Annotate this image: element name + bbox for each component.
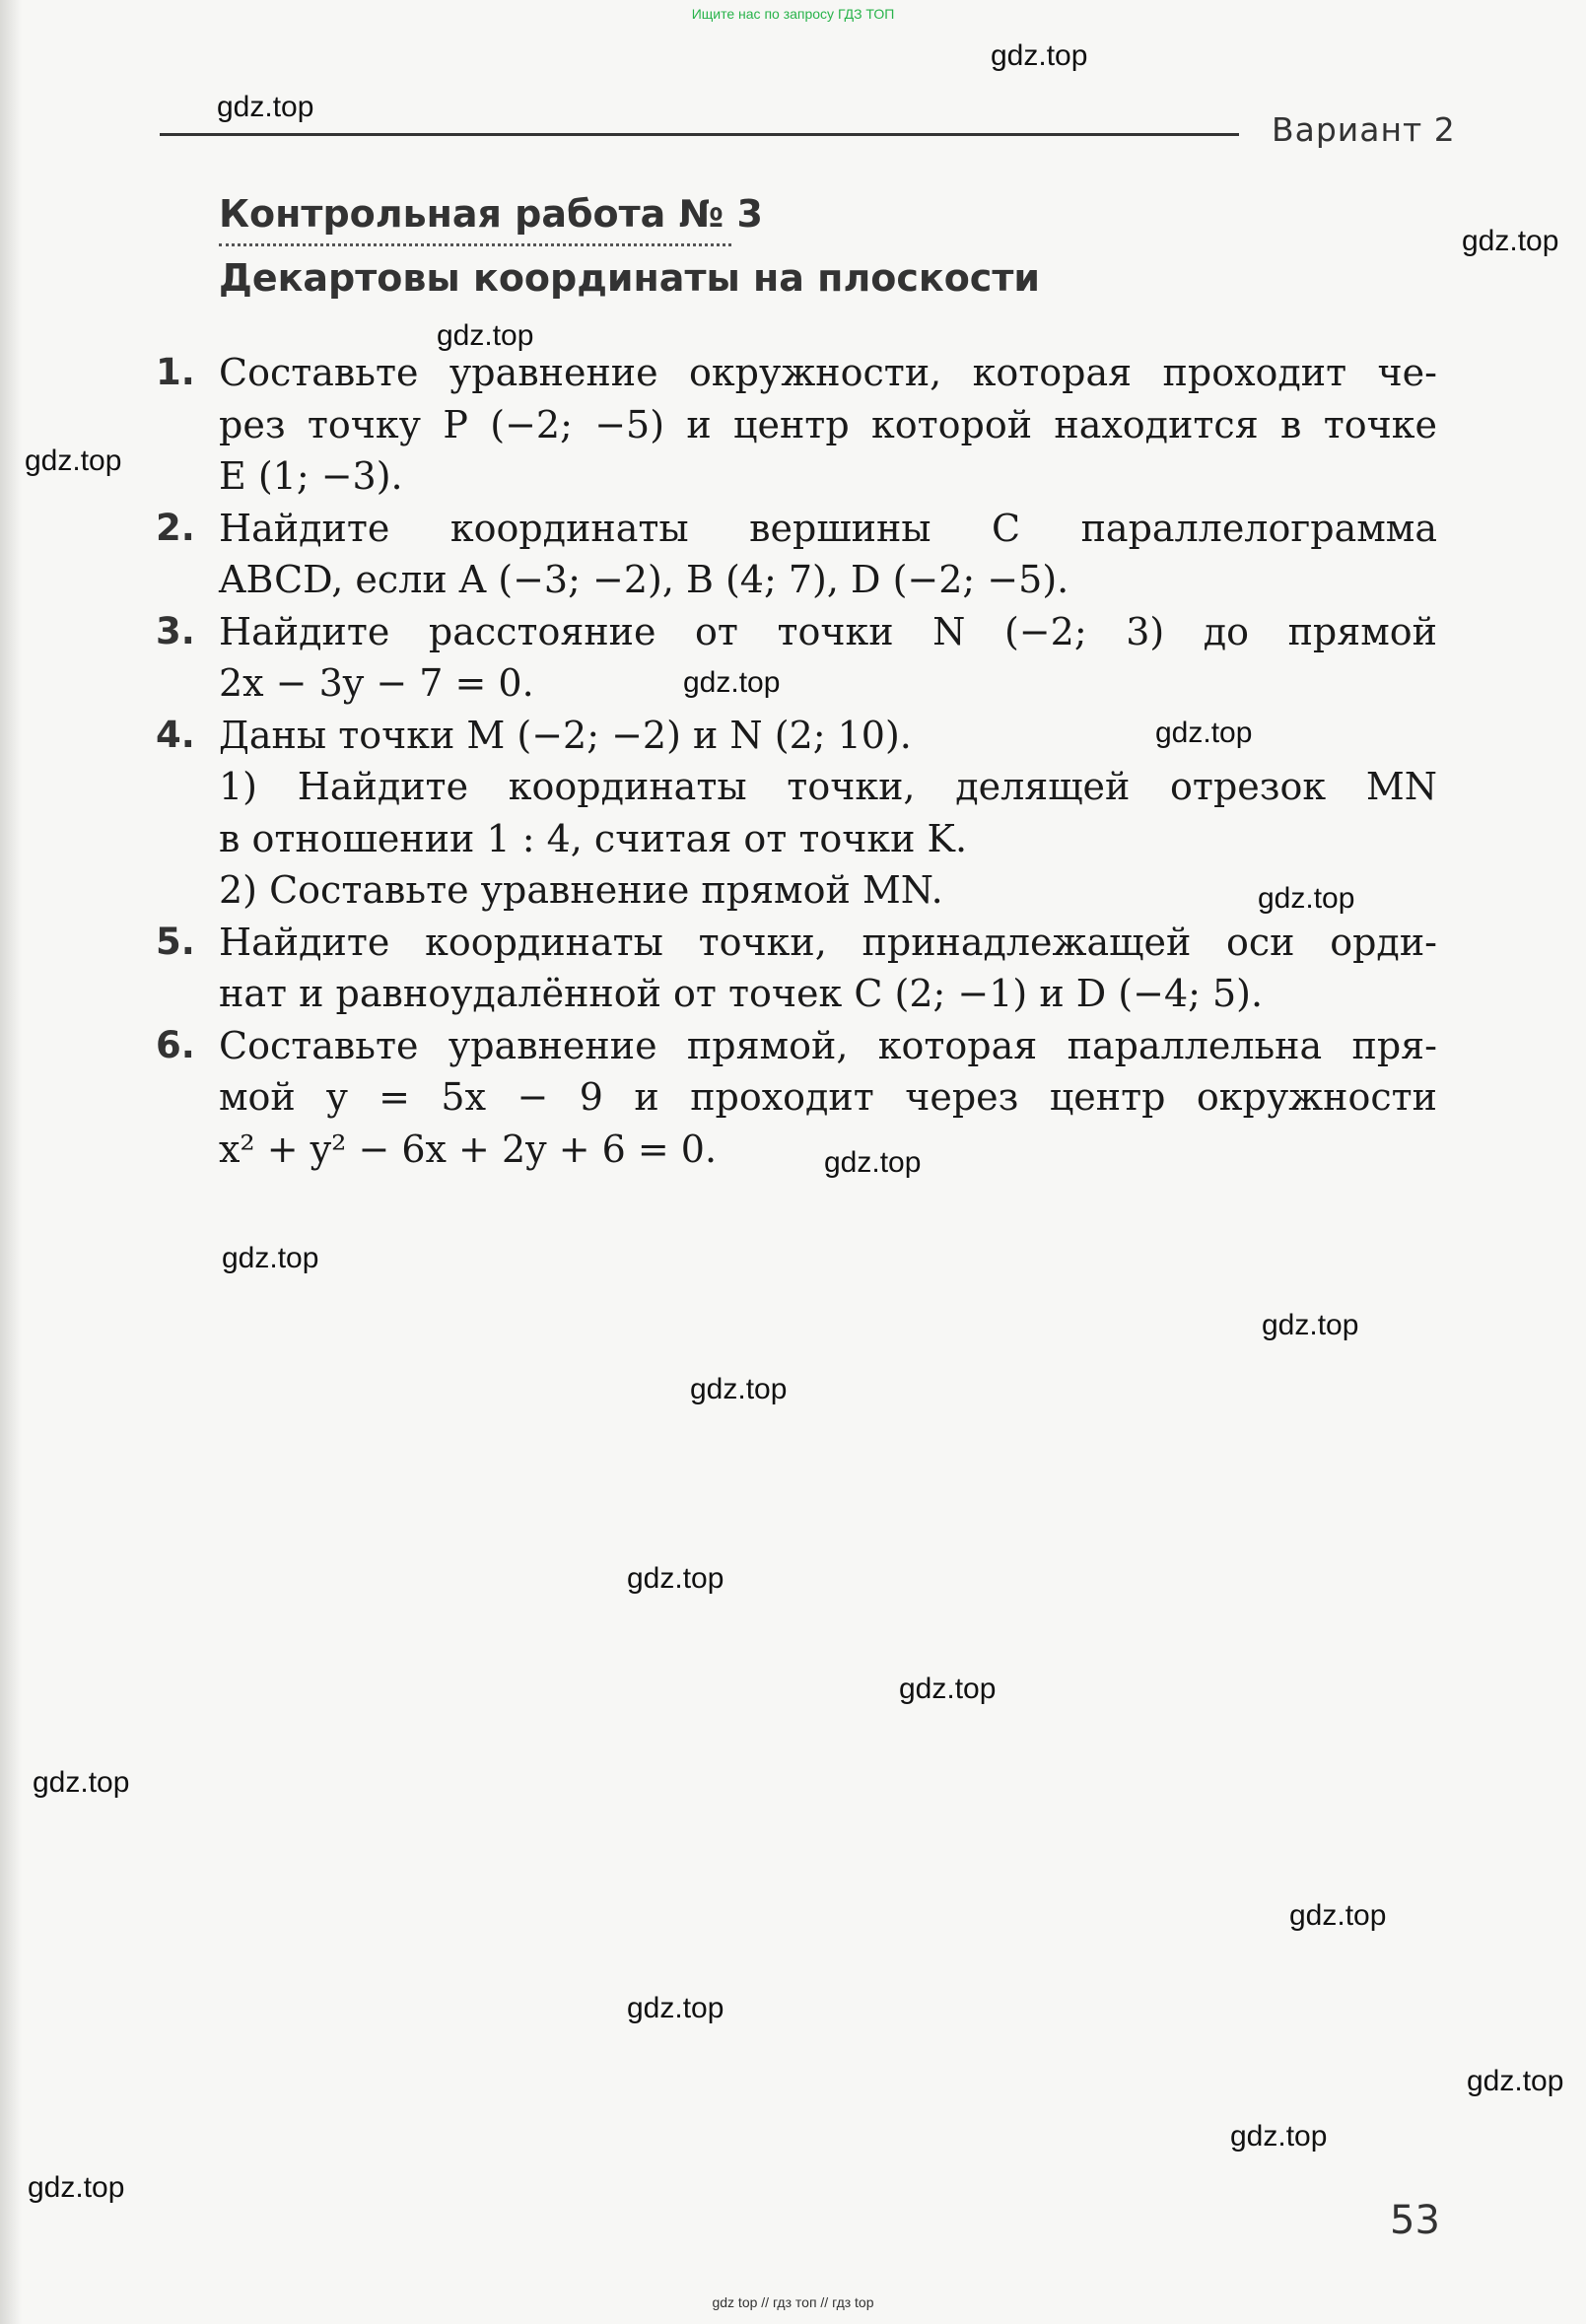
watermark: gdz.top (690, 1373, 788, 1405)
task-item (156, 347, 1437, 503)
watermark: gdz.top (683, 666, 781, 699)
watermark: gdz.top (899, 1673, 997, 1705)
task-number: 4. (156, 713, 195, 756)
bottom-banner[interactable]: gdz top // гдз топ // гдз top (712, 2294, 874, 2310)
task-item (156, 710, 1437, 917)
task-line: Найдите координаты вершины C параллелограмма (219, 506, 1437, 550)
task-line: нат и равноудалённой от точек C (2; −1) и D (−4; 5). (219, 972, 1264, 1015)
task-list (156, 347, 1437, 1175)
header-rule (160, 133, 1239, 136)
watermark: gdz.top (222, 1242, 319, 1274)
top-banner[interactable]: Ищите нас по запросу ГДЗ ТОП (691, 6, 895, 22)
task-line: мой y = 5x − 9 и проходит через центр окружности (219, 1075, 1437, 1119)
watermark: gdz.top (627, 1562, 724, 1595)
task-number: 5. (156, 920, 195, 963)
page-edge-shadow (0, 0, 22, 2324)
watermark: gdz.top (437, 319, 534, 352)
watermark: gdz.top (991, 39, 1088, 72)
watermark: gdz.top (627, 1992, 724, 2024)
task-line: в отношении 1 : 4, считая от точки K. (219, 816, 968, 860)
task-item (156, 917, 1437, 1020)
task-number: 2. (156, 506, 195, 549)
test-title: Контрольная работа № 3 (219, 192, 763, 236)
task-item (156, 1020, 1437, 1176)
task-line: Даны точки M (−2; −2) и N (2; 10). (219, 713, 912, 757)
title-underline (219, 243, 731, 246)
task-line: 2x − 3y − 7 = 0. (219, 661, 534, 705)
task-number: 3. (156, 609, 195, 652)
watermark: gdz.top (1462, 225, 1559, 257)
watermark: gdz.top (28, 2171, 125, 2204)
task-line: x² + y² − 6x + 2y + 6 = 0. (219, 1127, 718, 1171)
variant-label: Вариант 2 (1272, 110, 1456, 149)
task-item (156, 503, 1437, 606)
task-number: 1. (156, 351, 195, 393)
task-line: Составьте уравнение окружности, которая проходит че- (219, 351, 1437, 394)
task-item (156, 606, 1437, 710)
watermark: gdz.top (824, 1146, 922, 1179)
watermark: gdz.top (217, 91, 314, 123)
watermark: gdz.top (25, 444, 122, 477)
task-number: 6. (156, 1023, 195, 1066)
task-line: Найдите координаты точки, принадлежащей оси орди- (219, 920, 1437, 964)
watermark: gdz.top (1155, 717, 1253, 749)
task-line: Найдите расстояние от точки N (−2; 3) до прямой (219, 609, 1437, 653)
task-line: E (1; −3). (219, 454, 403, 498)
task-line: 1) Найдите координаты точки, делящей отрезок MN (219, 765, 1437, 808)
watermark: gdz.top (1258, 882, 1355, 915)
topic-title: Декартовы координаты на плоскости (219, 256, 1040, 300)
task-line: 2) Составьте уравнение прямой MN. (219, 868, 943, 912)
task-line: рез точку P (−2; −5) и центр которой находится в точке (219, 402, 1437, 446)
watermark: gdz.top (1289, 1899, 1387, 1932)
watermark: gdz.top (33, 1766, 130, 1799)
watermark: gdz.top (1467, 2065, 1564, 2097)
page-number: 53 (1390, 2198, 1440, 2243)
task-line: ABCD, если A (−3; −2), B (4; 7), D (−2; −5). (219, 558, 1069, 601)
task-line: Составьте уравнение прямой, которая параллельна пря- (219, 1023, 1437, 1067)
watermark: gdz.top (1230, 2120, 1328, 2153)
watermark: gdz.top (1262, 1309, 1359, 1341)
